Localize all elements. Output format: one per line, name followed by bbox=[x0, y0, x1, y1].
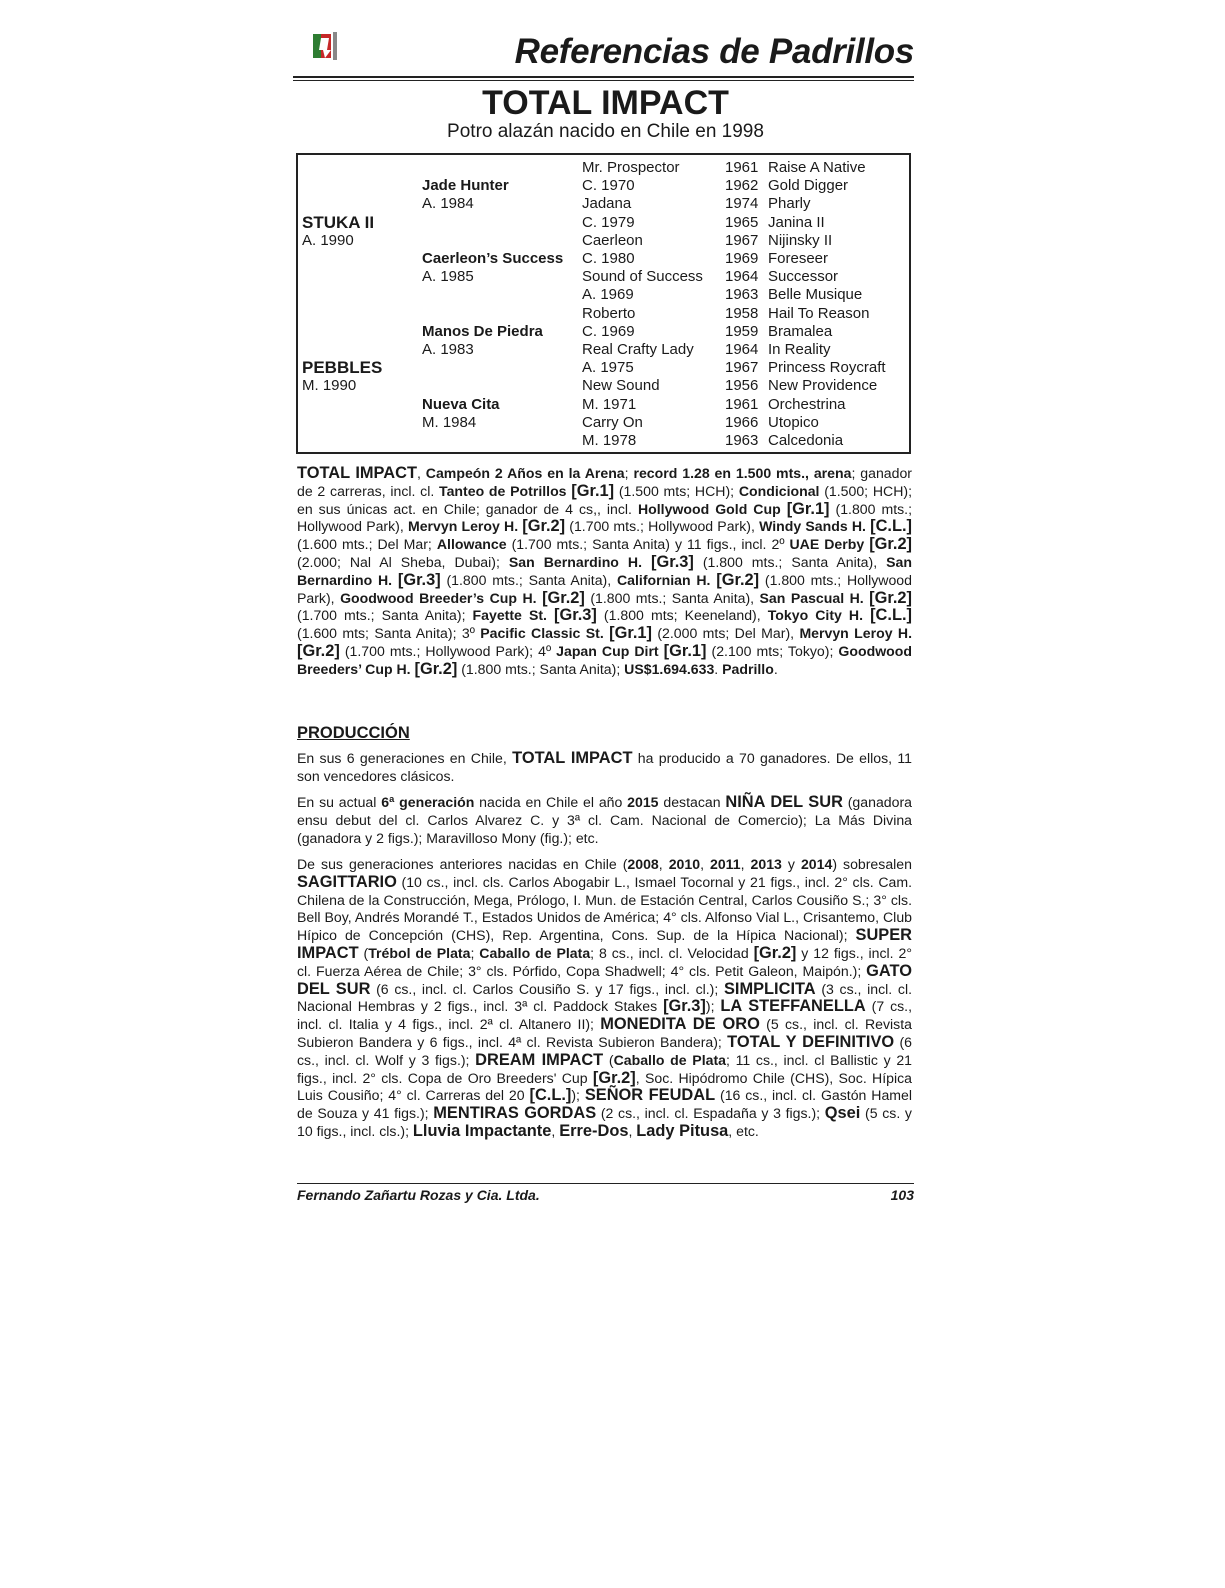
bold-run: US$1.694.633 bbox=[624, 660, 715, 677]
text-run: (1.600 mts; Santa Anita); 3º bbox=[297, 625, 481, 642]
bold-run: [Gr.1] bbox=[663, 641, 707, 660]
text-run: , bbox=[700, 856, 710, 872]
pedigree-gen4-year: 1961 bbox=[725, 159, 759, 176]
text-run: , etc. bbox=[728, 1122, 759, 1139]
bold-run: [Gr.2] bbox=[522, 517, 566, 536]
text-run: ; bbox=[470, 944, 480, 961]
bold-run: [Gr.3] bbox=[663, 997, 706, 1016]
text-run: , Soc. Hipódromo Chile (CHS), Soc. Hípica Luis Cousiño; 4° cl. Carreras del 20 bbox=[297, 1069, 913, 1104]
pedigree-gen3-info: M. 1978 bbox=[582, 432, 637, 449]
bold-run: 2014 bbox=[800, 856, 833, 872]
pedigree-gen3-name: Roberto bbox=[582, 304, 636, 322]
pedigree-gen4-year: 1969 bbox=[725, 250, 759, 267]
pedigree-gen3-name: Real Crafty Lady bbox=[582, 341, 694, 358]
text-run: (1.800 mts.; Santa Anita), bbox=[440, 571, 617, 588]
pedigree-gen3-name: Caerleon bbox=[582, 231, 643, 249]
bold-run: Condicional bbox=[738, 482, 820, 499]
pedigree-gen3-info: A. 1975 bbox=[582, 359, 634, 377]
text-run: ( bbox=[358, 944, 369, 961]
pedigree-gen3-name: Sound of Success bbox=[582, 268, 703, 286]
bold-run: [Gr.1] bbox=[571, 481, 615, 500]
bold-run: [Gr.3] bbox=[651, 552, 694, 571]
footer-rule bbox=[297, 1183, 914, 1184]
pedigree-gen2-info: M. 1984 bbox=[422, 413, 477, 431]
pedigree-gen4-year: 1961 bbox=[725, 395, 759, 413]
pedigree-gen3-name: New Sound bbox=[582, 377, 660, 395]
bold-run: UAE Derby bbox=[789, 536, 870, 553]
bold-run: [C.L.] bbox=[529, 1086, 572, 1105]
bold-run: [C.L.] bbox=[870, 517, 912, 536]
bold-run: GATO DEL SUR bbox=[297, 961, 912, 998]
pedigree-gen2-name: Jade Hunter bbox=[422, 177, 509, 195]
text-run: (1.700 mts.; Santa Anita); bbox=[297, 607, 473, 624]
bold-run: Caballo de Plata bbox=[613, 1051, 726, 1068]
bold-run: 2015 bbox=[627, 794, 659, 810]
pedigree-gen2-info: A. 1985 bbox=[422, 268, 474, 286]
bold-run: San Pascual H. bbox=[759, 589, 870, 606]
pedigree-gen2-name: Caerleon’s Success bbox=[422, 250, 564, 267]
pedigree-gen4-name: Bramalea bbox=[768, 322, 833, 340]
horse-name: TOTAL IMPACT bbox=[482, 84, 729, 122]
bold-run: Caballo de Plata bbox=[479, 944, 591, 961]
bold-run: Tokyo City H. bbox=[767, 607, 871, 624]
bold-run: SUPER IMPACT bbox=[297, 926, 912, 962]
text-run: , bbox=[658, 856, 669, 872]
text-run: ; ganador de 2 carreras, incl. cl. bbox=[297, 465, 913, 499]
bold-run: 2011 bbox=[710, 856, 741, 872]
bold-run: Lady Pitusa bbox=[636, 1121, 729, 1140]
bold-run: Goodwood Breeders’ Cup H. bbox=[297, 642, 912, 677]
text-run: ; 8 cs., incl. cl. Velocidad bbox=[590, 944, 754, 961]
production-heading: PRODUCCIÓN bbox=[297, 724, 410, 742]
pedigree-gen3-info: M. 1971 bbox=[582, 395, 637, 413]
pedigree-gen2-info: A. 1983 bbox=[422, 341, 474, 358]
bold-run: Lluvia Impactante bbox=[412, 1121, 552, 1140]
text-run: De sus generaciones anteriores nacidas en Chile ( bbox=[297, 856, 628, 872]
text-run: ha producido a 70 ganadores. De ellos, 11 son vencedores clásicos. bbox=[297, 750, 912, 784]
text-run: (1.500; HCH); en sus únicas act. en Chile; ganador de 4 cs,, incl. bbox=[297, 482, 912, 517]
bold-run: TOTAL IMPACT bbox=[297, 464, 417, 482]
pedigree-gen4-name: Hail To Reason bbox=[768, 304, 870, 322]
pedigree-gen2-name: Nueva Cita bbox=[422, 395, 500, 413]
text-run: (1.800 mts.; Hollywood Park), bbox=[297, 500, 913, 535]
bold-run: MENTIRAS GORDAS bbox=[433, 1104, 597, 1123]
text-run: (2.100 mts; Tokyo); bbox=[706, 642, 839, 659]
text-run: (1.800 mts.; Santa Anita); bbox=[457, 660, 625, 677]
footer-publisher: Fernando Zañartu Rozas y Cia. Ltda. bbox=[297, 1187, 540, 1203]
text-run: (1.800 mts.; Santa Anita), bbox=[584, 589, 760, 606]
pedigree-gen4-year: 1962 bbox=[725, 177, 759, 195]
pedigree-gen3-name: Carry On bbox=[582, 413, 643, 431]
header-rule bbox=[293, 76, 914, 78]
text-run: (1.700 mts.; Santa Anita) y 11 figs., incl. 2º bbox=[506, 536, 790, 553]
text-run: (6 cs., incl. cl. Carlos Cousiño S. y 17 figs., incl. cl.); bbox=[370, 980, 724, 997]
footer-page-number: 103 bbox=[890, 1187, 914, 1203]
bold-run: DREAM IMPACT bbox=[475, 1050, 604, 1069]
bold-run: LA STEFFANELLA bbox=[720, 997, 866, 1016]
bold-run: NIÑA DEL SUR bbox=[725, 793, 843, 811]
text-run: (2.000; Nal Al Sheba, Dubai); bbox=[297, 553, 509, 570]
text-run: (2.000 mts; Del Mar), bbox=[651, 625, 800, 642]
bold-run: Trébol de Plata bbox=[368, 944, 471, 961]
pedigree-gen3-info: C. 1980 bbox=[582, 250, 635, 267]
text-run: , bbox=[551, 1122, 560, 1139]
text-run: (3 cs., incl. cl. Nacional Hembras y 2 figs., incl. 3ª cl. Paddock Stakes bbox=[297, 980, 912, 1015]
pedigree-sire-name: STUKA II bbox=[302, 212, 375, 232]
pedigree-gen4-year: 1964 bbox=[725, 341, 759, 358]
pedigree-gen3-name: Mr. Prospector bbox=[582, 159, 680, 176]
pedigree-gen4-name: New Providence bbox=[768, 377, 878, 395]
pedigree-gen4-name: Raise A Native bbox=[768, 159, 866, 176]
bold-run: record 1.28 en 1.500 mts., arena bbox=[633, 465, 852, 481]
pedigree-gen4-name: Janina II bbox=[768, 213, 825, 231]
pedigree-table bbox=[296, 153, 911, 454]
bold-run: Hollywood Gold Cup bbox=[637, 500, 787, 517]
pedigree-gen4-name: Belle Musique bbox=[768, 286, 863, 304]
text-run: ( bbox=[603, 1051, 614, 1068]
text-run: . bbox=[714, 660, 723, 677]
bold-run: [C.L.] bbox=[870, 606, 912, 625]
pedigree-gen4-name: Calcedonia bbox=[768, 432, 844, 449]
bold-run: Californian H. bbox=[616, 571, 717, 588]
bold-run: [Gr.2] bbox=[716, 570, 760, 589]
text-run: . bbox=[773, 660, 778, 677]
text-run: , bbox=[740, 856, 751, 872]
pedigree-gen4-year: 1967 bbox=[725, 359, 759, 377]
bold-run: Qsei bbox=[824, 1104, 861, 1123]
horse-subtitle: Potro alazán nacido en Chile en 1998 bbox=[447, 121, 764, 142]
pedigree-gen3-info: C. 1969 bbox=[582, 322, 635, 340]
pedigree-gen4-name: Orchestrina bbox=[768, 395, 846, 413]
pedigree-gen4-year: 1963 bbox=[725, 286, 759, 304]
bold-run: SAGITTARIO bbox=[297, 872, 397, 891]
text-run: (1.800 mts.; Santa Anita), bbox=[693, 553, 887, 570]
bold-run: Mervyn Leroy H. bbox=[799, 625, 913, 642]
header-rule-thin bbox=[293, 80, 914, 81]
text-run: ); bbox=[705, 998, 721, 1015]
pedigree-gen4-name: Princess Roycraft bbox=[768, 359, 886, 377]
text-run: , bbox=[416, 465, 426, 481]
bold-run: [Gr.2] bbox=[592, 1068, 636, 1087]
text-run: nacida en Chile el año bbox=[474, 794, 628, 810]
text-run: (ganadora ensu debut del cl. Carlos Alvarez C. y 3ª cl. Cam. Nacional de Comercio); La Más Divina (ganadora y 2 figs.); Maravilloso Mony (fig.); etc. bbox=[297, 794, 912, 846]
pedigree-gen2-name: Manos De Piedra bbox=[422, 322, 543, 340]
text-run: (1.600 mts.; Del Mar; bbox=[297, 536, 437, 553]
race-record-paragraph bbox=[297, 465, 912, 679]
bold-run: [Gr.3] bbox=[397, 570, 441, 589]
bold-run: 2013 bbox=[750, 856, 782, 872]
text-run: (16 cs., incl. cl. Gastón Hamel de Souza y 41 figs.); bbox=[297, 1087, 912, 1122]
text-run: (2 cs., incl. cl. Espadaña y 3 figs.); bbox=[596, 1105, 825, 1122]
bold-run: Mervyn Leroy H. bbox=[407, 518, 523, 535]
bold-run: [Gr.1] bbox=[786, 499, 830, 518]
bold-run: MONEDITA DE ORO bbox=[600, 1015, 760, 1034]
bold-run: 2008 bbox=[627, 856, 659, 872]
pedigree-gen4-name: In Reality bbox=[768, 341, 831, 358]
text-run: En su actual bbox=[297, 794, 382, 810]
text-run: (1.700 mts.; Hollywood Park), bbox=[565, 518, 760, 535]
bold-run: Erre-Dos bbox=[559, 1121, 629, 1140]
text-run: ) sobresalen bbox=[832, 856, 912, 872]
bold-run: Pacific Classic St. bbox=[480, 625, 610, 642]
bold-run: [Gr.2] bbox=[542, 588, 585, 607]
bold-run: Windy Sands H. bbox=[759, 518, 871, 535]
text-run: En sus 6 generaciones en Chile, bbox=[297, 750, 513, 766]
text-run: y 12 figs., incl. 2° cl. Fuerza Aérea de Chile; 3° cls. Pórfido, Copa Shadwell; 4° cls. Petit Galeon, Maipón.); bbox=[297, 944, 912, 979]
bold-run: Fayette St. bbox=[472, 607, 555, 624]
text-run: (1.800 mts.; Hollywood Park), bbox=[297, 571, 912, 606]
bold-run: [Gr.2] bbox=[297, 641, 340, 660]
bold-run: San Bernardino H. bbox=[508, 553, 652, 570]
production-paragraph-3 bbox=[297, 856, 912, 1141]
text-run: y bbox=[781, 856, 801, 872]
pedigree-gen3-info: A. 1969 bbox=[582, 286, 634, 304]
pedigree-gen4-name: Foreseer bbox=[768, 250, 829, 267]
text-run: ; bbox=[624, 465, 634, 481]
text-run: (5 cs. y 10 figs., incl. cls.); bbox=[297, 1105, 912, 1139]
bold-run: San Bernardino H. bbox=[297, 553, 912, 588]
text-run: (7 cs., incl. cl. Italia y 4 figs., incl. 2ª cl. Altanero II); bbox=[297, 998, 913, 1033]
bold-run: [Gr.2] bbox=[414, 659, 458, 678]
pedigree-gen4-year: 1964 bbox=[725, 268, 759, 286]
pedigree-gen3-info: C. 1970 bbox=[582, 177, 635, 195]
bold-run: [Gr.2] bbox=[753, 943, 797, 962]
pedigree-gen4-name: Pharly bbox=[768, 195, 811, 213]
bold-run: TOTAL Y DEFINITIVO bbox=[727, 1032, 895, 1051]
bold-run: [Gr.3] bbox=[554, 606, 597, 625]
pedigree-dam-info: M. 1990 bbox=[302, 377, 357, 395]
pedigree-dam-name: PEBBLES bbox=[302, 358, 383, 378]
pedigree-gen4-year: 1966 bbox=[725, 413, 759, 431]
bold-run: Japan Cup Dirt bbox=[556, 642, 664, 659]
text-run: ; 11 cs., incl. cl Ballistic y 21 figs., incl. 2° cls. Copa de Oro Breeders' Cup bbox=[297, 1051, 913, 1086]
bold-run: [Gr.2] bbox=[869, 535, 913, 554]
pedigree-gen4-name: Gold Digger bbox=[768, 177, 849, 195]
bold-run: [Gr.2] bbox=[869, 588, 912, 607]
bold-run: Allowance bbox=[436, 536, 507, 553]
bold-run: Tanteo de Potrillos bbox=[439, 482, 572, 499]
logo-icon bbox=[307, 28, 343, 64]
pedigree-gen4-name: Successor bbox=[768, 268, 839, 286]
text-run: ); bbox=[571, 1087, 585, 1104]
production-paragraph-2 bbox=[297, 794, 912, 847]
pedigree-gen4-year: 1956 bbox=[725, 377, 759, 395]
bold-run: Goodwood Breeder’s Cup H. bbox=[340, 589, 543, 606]
bold-run: 2010 bbox=[668, 856, 701, 872]
bold-run: [Gr.1] bbox=[609, 624, 652, 643]
bold-run: Padrillo bbox=[722, 660, 774, 677]
bold-run: SIMPLICITA bbox=[723, 979, 816, 998]
pedigree-gen2-info: A. 1984 bbox=[422, 195, 474, 213]
text-run: (6 cs., incl. cl. Wolf y 3 figs.); bbox=[297, 1033, 912, 1068]
pedigree-gen4-year: 1959 bbox=[725, 322, 759, 340]
pedigree-gen4-year: 1965 bbox=[725, 213, 759, 231]
pedigree-gen3-name: Jadana bbox=[582, 195, 632, 213]
pedigree-gen3-info: C. 1979 bbox=[582, 213, 635, 231]
bold-run: SEÑOR FEUDAL bbox=[584, 1086, 716, 1105]
pedigree-gen4-year: 1958 bbox=[725, 304, 759, 322]
pedigree-gen4-year: 1974 bbox=[725, 195, 759, 213]
text-run: (1.500 mts; HCH); bbox=[614, 482, 739, 499]
text-run: , bbox=[628, 1122, 637, 1139]
pedigree-gen4-name: Utopico bbox=[768, 413, 819, 431]
bold-run: 6ª generación bbox=[381, 794, 475, 810]
pedigree-gen4-year: 1963 bbox=[725, 432, 759, 449]
text-run: (5 cs., incl. cl. Revista Subieron Bandera y 6 figs., incl. 4ª cl. Revista Subieron Bandera); bbox=[297, 1016, 912, 1050]
bold-run: Campeón 2 Años en la Arena bbox=[425, 465, 625, 481]
bold-run: TOTAL IMPACT bbox=[512, 749, 633, 767]
pedigree-gen4-year: 1967 bbox=[725, 231, 759, 249]
page-header-title: Referencias de Padrillos bbox=[514, 32, 914, 71]
pedigree-sire-info: A. 1990 bbox=[302, 231, 354, 249]
pedigree-gen4-name: Nijinsky II bbox=[768, 231, 833, 249]
production-paragraph-1 bbox=[297, 750, 912, 786]
text-run: (10 cs., incl. cls. Carlos Abogabir L., Ismael Tocornal y 21 figs., incl. 2° cls. Cam. Chilena de la Construcción, Mega, Prólogo, I. Mun. de Estación Central, Carlos Cousiño S.; 3° cls. Bell Boy, Andrés Morandé T., Estados Unidos de América; 4° cls. Alfonso Vial L., Crisantemo, Club Hípico de Concepción (CHS), Rep. Argentina, Cons. Sup. de la Hípica Nacional); bbox=[297, 873, 912, 944]
text-run: (1.700 mts.; Hollywood Park); 4º bbox=[339, 642, 557, 659]
text-run: destacan bbox=[658, 794, 726, 810]
text-run: (1.800 mts; Keeneland), bbox=[596, 607, 768, 624]
